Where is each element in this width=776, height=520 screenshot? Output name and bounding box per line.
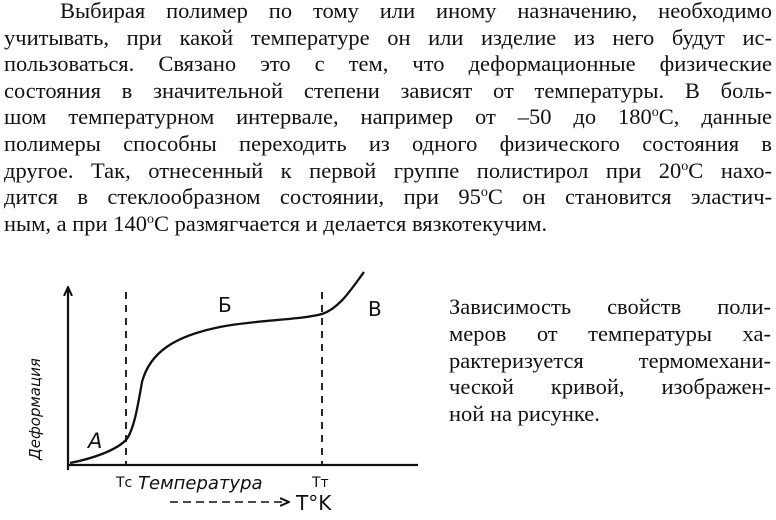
caption-line: рактеризуется термомехани- — [449, 347, 771, 373]
x-axis-label: Температура — [138, 473, 263, 494]
region-label-b: Б — [218, 293, 232, 317]
degree-sign: o — [651, 105, 659, 121]
flow-transition-tick-label: Тт — [312, 475, 329, 491]
region-label-a: А — [88, 429, 103, 453]
paragraph-line: дится в стеклообразном состоянии, при 95$^o$С он становится эластич- — [4, 184, 772, 210]
body-paragraph — [4, 0, 772, 237]
glass-transition-tick-label: Тс — [116, 475, 133, 491]
thermomechanical-curve-svg — [0, 270, 440, 515]
x-axis-unit: T°K — [296, 491, 332, 515]
y-axis-label: Деформация — [26, 358, 44, 460]
paragraph-line: учитывать, при какой температуре он или изделие из него будут ис- — [4, 24, 772, 50]
thermomechanical-curve — [70, 272, 364, 463]
paragraph-line: Выбирая полимер по тому или иному назначению, необходимо — [60, 0, 772, 23]
figure-caption — [449, 294, 771, 428]
caption-line: ческой кривой, изображен- — [449, 374, 771, 400]
caption-line: меров от температуры ха- — [449, 320, 771, 346]
paragraph-line: шом температурном интервале, например от –50 до 180$^o$С, данные — [4, 104, 772, 130]
caption-line: ной на рисунке. — [449, 401, 600, 427]
degree-sign: o — [681, 158, 689, 174]
thermomechanical-curve-figure — [0, 270, 440, 515]
caption-line: Зависимость свойств поли- — [449, 294, 771, 319]
region-label-v: В — [368, 297, 382, 321]
paragraph-line: состояния в значительной степени зависят от температуры. В боль- — [4, 77, 772, 103]
degree-sign: o — [480, 185, 488, 201]
paragraph-line: пользоваться. Связано это с тем, что деформационные физические — [4, 51, 772, 77]
degree-sign: o — [146, 211, 154, 227]
paragraph-line: полимеры способны переходить из одного физического состояния в — [4, 130, 772, 156]
paragraph-line: другое. Так, отнесенный к первой группе полистирол при 20$^o$С нахо- — [4, 157, 772, 183]
paragraph-line: ным, а при 140$^o$С размягчается и делается вязкотекучим. — [4, 210, 548, 236]
